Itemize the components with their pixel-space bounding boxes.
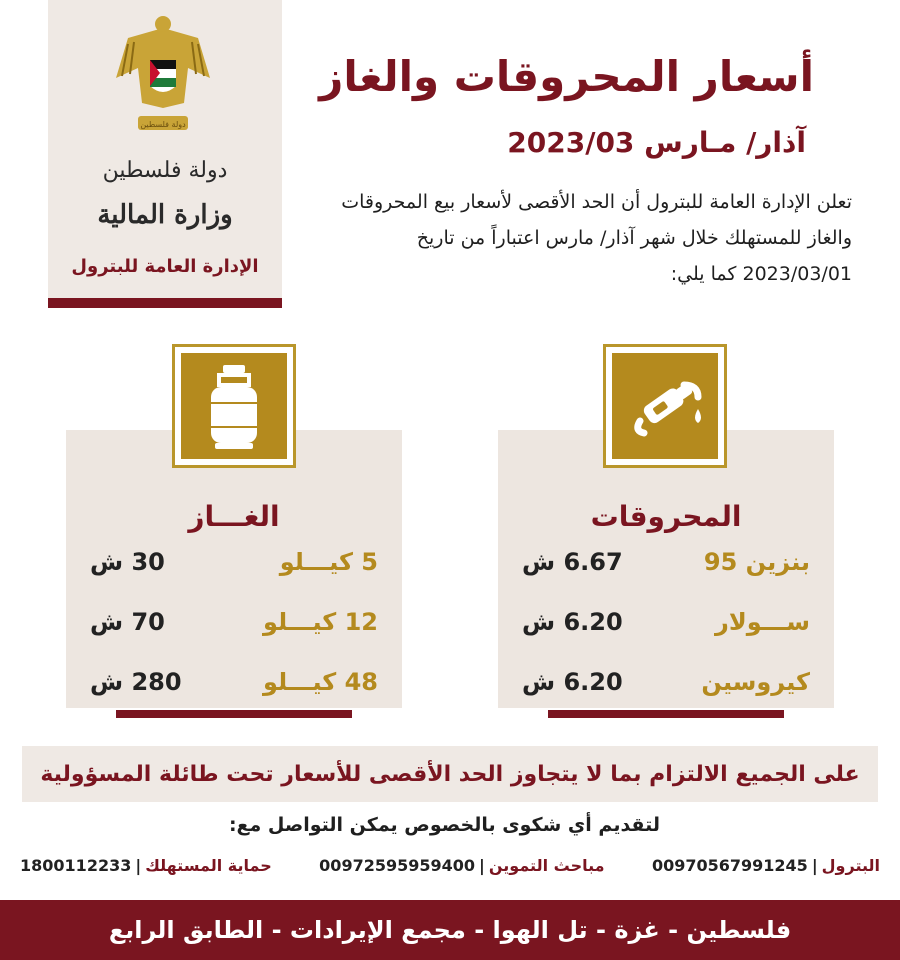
- contact-number: 00970567991245: [651, 856, 808, 875]
- gas-card-title: الغـــاز: [188, 500, 280, 533]
- price-row: [522, 662, 810, 702]
- contact-label: حماية المستهلك: [145, 856, 272, 875]
- price-row: [90, 542, 378, 582]
- contact-label: مباحث التموين: [488, 856, 605, 875]
- logo-ministry-name: وزارة المالية: [97, 200, 233, 230]
- footer-address: فلسطين - غزة - تل الهوا - مجمع الإيرادات - الطابق الرابع: [0, 900, 900, 960]
- gas-card-bottom-bar: [116, 710, 352, 718]
- contact-item-petroleum: البترول|00970567991245: [651, 856, 880, 875]
- product-price: 30 ش: [90, 548, 165, 576]
- product-name: 48 كيـــلو: [263, 668, 378, 696]
- contact-number: 1800112233: [20, 856, 132, 875]
- fuel-card-bottom-bar: [548, 710, 784, 718]
- product-name: 12 كيـــلو: [263, 608, 378, 636]
- product-price: 6.67 ش: [522, 548, 623, 576]
- ministry-logo-block: [48, 0, 282, 298]
- fuel-icon-frame: [603, 344, 727, 468]
- contact-label: البترول: [821, 856, 880, 875]
- contact-number: 00972595959400: [319, 856, 476, 875]
- logo-underline-bar: [48, 298, 282, 308]
- contact-item-consumer-protection: حماية المستهلك|1800112233: [20, 856, 272, 875]
- product-price: 6.20 ش: [522, 608, 623, 636]
- price-row: [90, 662, 378, 702]
- product-price: 6.20 ش: [522, 668, 623, 696]
- contacts-line: [20, 856, 880, 875]
- emblem-label: دولة فلسطين: [140, 120, 186, 129]
- logo-department-name: الإدارة العامة للبترول: [71, 256, 259, 277]
- product-price: 70 ش: [90, 608, 165, 636]
- product-name: بنزين 95: [703, 548, 810, 576]
- gas-prices-card: [66, 430, 402, 708]
- price-row: [522, 542, 810, 582]
- price-row: [522, 602, 810, 642]
- page-subtitle-month: آذار/ مـارس 2023/03: [507, 126, 806, 159]
- contact-item-supply-investigations: مباحث التموين|00972595959400: [319, 856, 605, 875]
- gas-icon-frame: [172, 344, 296, 468]
- announcement-text: تعلن الإدارة العامة للبترول أن الحد الأقصى لأسعار بيع المحروقات والغاز للمستهلك خلال شهر آذار/ مارس اعتباراً من تاريخ 2023/03/01 كما يلي:: [341, 191, 852, 285]
- product-name: ســـولار: [715, 608, 810, 636]
- product-name: كيروسين: [701, 668, 810, 696]
- logo-state-name: دولة فلسطين: [102, 158, 228, 183]
- fuel-prices-card: [498, 430, 834, 708]
- palestine-eagle-emblem-icon: [108, 8, 218, 148]
- product-price: 280 ش: [90, 668, 182, 696]
- page-title: أسعار المحروقات والغاز: [319, 52, 814, 101]
- fuel-card-title: المحروقات: [590, 500, 742, 533]
- commitment-notice: على الجميع الالتزام بما لا يتجاوز الحد الأقصى للأسعار تحت طائلة المسؤولية: [22, 746, 878, 802]
- price-row: [90, 602, 378, 642]
- gas-cylinder-icon: [199, 361, 269, 451]
- fuel-nozzle-icon: [620, 361, 710, 451]
- product-name: 5 كيـــلو: [279, 548, 378, 576]
- complaints-heading: لتقديم أي شكوى بالخصوص يمكن التواصل مع:: [228, 814, 660, 836]
